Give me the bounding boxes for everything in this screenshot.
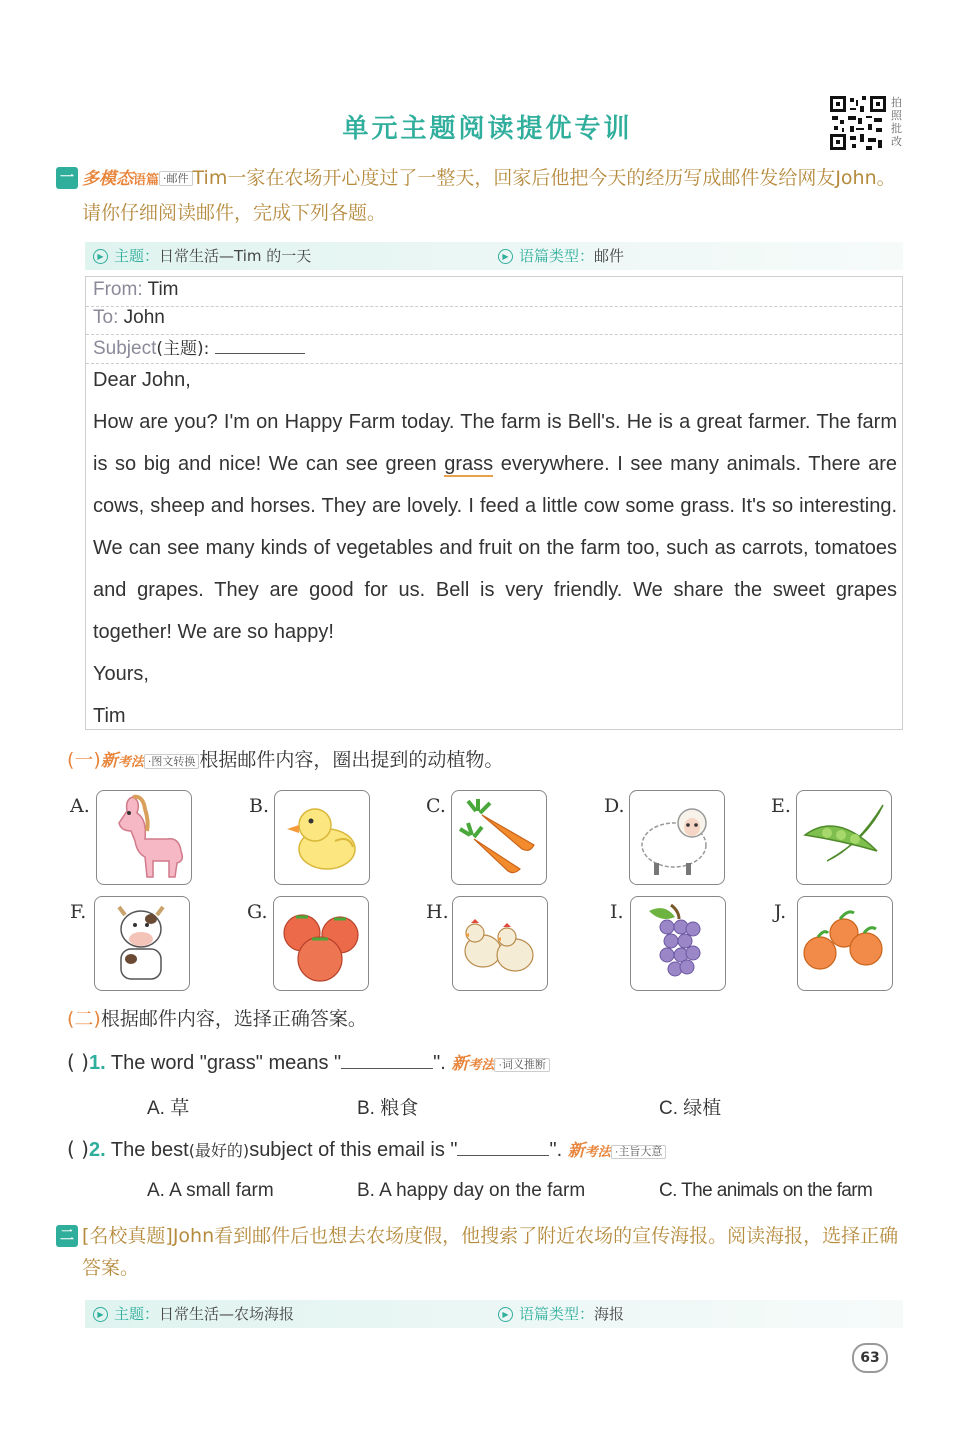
grape-icon[interactable] (630, 896, 726, 991)
option-letter: G. (247, 901, 268, 923)
qr-code-icon[interactable] (830, 96, 886, 150)
cow-icon[interactable] (94, 896, 190, 991)
horse-icon[interactable] (96, 790, 192, 885)
email-to: To: John (93, 307, 165, 328)
carrot-icon[interactable] (451, 790, 547, 885)
option-letter: J. (774, 901, 787, 923)
part2-heading: (二)根据邮件内容，选择正确答案。 (67, 1008, 367, 1030)
page-number: 63 (852, 1343, 888, 1373)
tag-box: ·邮件 (159, 171, 193, 186)
type-label: 语篇类型： (519, 247, 595, 265)
duck-icon[interactable] (274, 790, 370, 885)
topic-label: 主题： (114, 1305, 160, 1323)
question-2: ( )2. The best(最好的)subject of this email is " ". 新考法 ·主旨大意 (67, 1136, 666, 1162)
topic-label: 主题： (114, 247, 160, 265)
topic-value: 日常生活—农场海报 (159, 1305, 295, 1323)
intro-text: John看到邮件后也想去农场度假，他搜索了附近农场的宣传海报。阅读海报，选择正确答案。 (82, 1225, 899, 1279)
email-body (93, 359, 897, 737)
section1-intro (82, 162, 910, 229)
subject-blank[interactable] (215, 337, 305, 354)
option-b[interactable]: B. A happy day on the farm (357, 1180, 586, 1201)
topic-value: 日常生活—Tim 的一天 (159, 247, 312, 265)
option-letter: H. (426, 901, 449, 923)
play-icon: ▶ (93, 1307, 108, 1322)
email-subject: Subject(主题): (93, 334, 305, 360)
section-number: 一 (56, 167, 78, 189)
topic-bar (85, 1300, 903, 1328)
closing: Yours, (93, 663, 149, 685)
option-letter: E. (771, 795, 791, 817)
topic-bar (85, 242, 903, 270)
pea-pod-icon[interactable] (796, 790, 892, 885)
tag-multimodal: 多模态 (82, 169, 133, 189)
email-from: From: Tim (93, 279, 179, 300)
qr-note: 拍照批改 (891, 96, 902, 148)
answer-paren[interactable]: ( ) (67, 1137, 89, 1161)
answer-paren[interactable]: ( ) (67, 1050, 89, 1074)
body-paragraph: How are you? I'm on Happy Farm today. The farm is Bell's. He is a great farmer. The farm is so big and nice! We can see green grass everywhere. I see many animals. There are cows, sheep and horses. They are lovely. I feed a little cow some grass. It's so interesting. We can see many kinds of vegetables and fruit on the farm too, such as carrots, tomatoes and grapes. They are good for us. Bell is very friendly. We share the sweet grapes together! We are so happy! (93, 411, 897, 643)
signature: Tim (93, 705, 126, 727)
play-icon: ▶ (498, 1307, 513, 1322)
option-a[interactable]: A. A small farm (147, 1180, 274, 1201)
answer-blank[interactable] (341, 1050, 433, 1069)
tomato-icon[interactable] (273, 896, 369, 991)
part1-heading: (一)新考法 ·图文转换 根据邮件内容，圈出提到的动植物。 (67, 749, 504, 771)
type-value: 邮件 (594, 247, 625, 265)
option-letter: A. (70, 795, 90, 817)
option-b[interactable]: B. 粮食 (357, 1098, 419, 1119)
question-1: ( )1. The word "grass" means " ". 新考法 ·词义推断 (67, 1049, 550, 1075)
option-letter: D. (604, 795, 625, 817)
underlined-word: grass (444, 453, 494, 475)
hen-icon[interactable] (452, 896, 548, 991)
option-letter: C. (426, 795, 446, 817)
tag-famous-school: [名校真题] (82, 1225, 173, 1247)
option-letter: F. (70, 901, 87, 923)
email-box (85, 276, 903, 730)
intro-text: Tim一家在农场开心度过了一整天，回家后他把今天的经历写成邮件发给网友John。请你仔细阅读邮件，完成下列各题。 (82, 167, 896, 224)
type-value: 海报 (594, 1305, 625, 1323)
play-icon: ▶ (498, 249, 513, 264)
option-letter: I. (610, 901, 624, 923)
page-title: 单元主题阅读提优专训 (342, 114, 633, 144)
orange-icon[interactable] (797, 896, 893, 991)
option-c[interactable]: C. 绿植 (659, 1098, 722, 1119)
greeting: Dear John, (93, 369, 191, 391)
type-label: 语篇类型： (519, 1305, 595, 1323)
section2-intro (82, 1220, 910, 1284)
option-c[interactable]: C. The animals on the farm (659, 1180, 873, 1201)
option-a[interactable]: A. 草 (147, 1098, 190, 1119)
answer-blank[interactable] (457, 1137, 549, 1156)
section-number: 二 (56, 1225, 78, 1247)
play-icon: ▶ (93, 249, 108, 264)
sheep-icon[interactable] (629, 790, 725, 885)
tag-sub: 语篇 (133, 173, 160, 188)
option-letter: B. (249, 795, 270, 817)
